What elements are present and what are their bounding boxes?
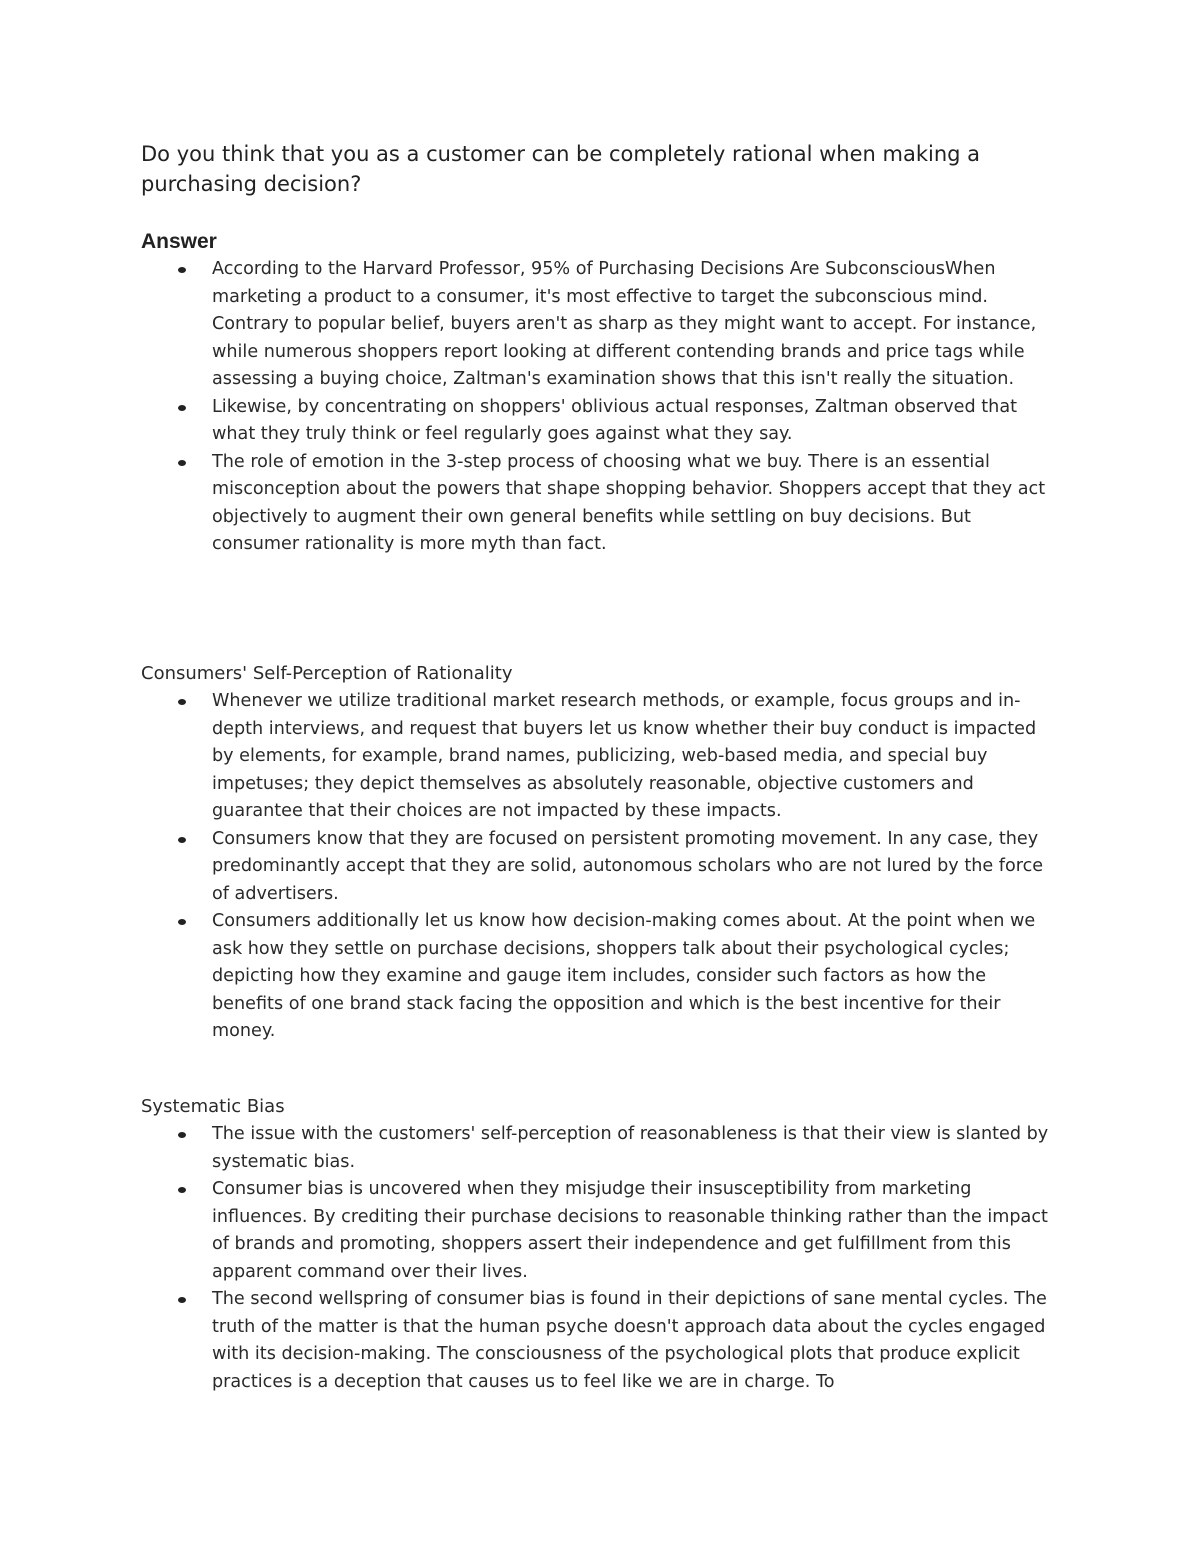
list-item: [141, 908, 1061, 1046]
bullet-icon: [178, 1187, 186, 1193]
bullet-icon: [178, 837, 186, 843]
bullet-icon: [178, 1297, 186, 1303]
list-item-text: Whenever we utilize traditional market research methods, or example, focus groups and in-depth interviews, and request that buyers let us know whether their buy conduct is impacted by elements, for example, brand names, publicizing, web-based media, and special buy impetuses; they depict themselves as absolutely reasonable, objective customers and guarantee that their choices are not impacted by these impacts.: [212, 691, 1037, 821]
list-item: [141, 1176, 1061, 1286]
answer-list: [141, 256, 1061, 559]
list-item-text: Consumers know that they are focused on persistent promoting movement. In any case, they predominantly accept that they are solid, autonomous scholars who are not lured by the force of advertisers.: [212, 828, 1044, 904]
bias-list: [141, 1121, 1061, 1396]
section-title-bias: Systematic Bias: [141, 1096, 285, 1117]
list-item: [141, 826, 1061, 909]
list-item: [141, 1286, 1061, 1396]
rationality-list: [141, 688, 1061, 1046]
bullet-icon: [178, 267, 186, 273]
list-item: [141, 256, 1061, 394]
bullet-icon: [178, 405, 186, 411]
list-item-text: The role of emotion in the 3-step process of choosing what we buy. There is an essential misconception about the powers that shape shopping behavior. Shoppers accept that they act objectively to augment their own general benefits while settling on buy decisions. But consumer rationality is more myth than fact.: [212, 451, 1046, 554]
bullet-icon: [178, 919, 186, 925]
bullet-icon: [178, 1132, 186, 1138]
answer-heading: Answer: [141, 230, 217, 253]
list-item-text: According to the Harvard Professor, 95% of Purchasing Decisions Are SubconsciousWhen marketing a product to a consumer, it's most effective to target the subconscious mind. Contrary to popular belief, buyers aren't as sharp as they might want to accept. For instance, while numerous shoppers report looking at different contending brands and price tags while assessing a buying choice, Zaltman's examination shows that this isn't really the situation.: [212, 259, 1037, 389]
question-heading: Do you think that you as a customer can be completely rational when making a purchasing decision?: [141, 142, 981, 196]
list-item-text: The second wellspring of consumer bias is found in their depictions of sane mental cycles. The truth of the matter is that the human psyche doesn't approach data about the cycles engaged with its decision-making. The consciousness of the psychological plots that produce explicit practices is a deception that causes us to feel like we are in charge. To: [212, 1289, 1047, 1392]
bullet-icon: [178, 699, 186, 705]
list-item: [141, 449, 1061, 559]
list-item-text: The issue with the customers' self-perception of reasonableness is that their view is slanted by systematic bias.: [212, 1124, 1049, 1172]
list-item-text: Likewise, by concentrating on shoppers' oblivious actual responses, Zaltman observed that what they truly think or feel regularly goes against what they say.: [212, 396, 1017, 444]
list-item-text: Consumer bias is uncovered when they misjudge their insusceptibility from marketing influences. By crediting their purchase decisions to reasonable thinking rather than the impact of brands and promoting, shoppers assert their independence and get fulfillment from this apparent command over their lives.: [212, 1179, 1048, 1282]
bullet-icon: [178, 460, 186, 466]
list-item: [141, 394, 1061, 449]
list-item: [141, 1121, 1061, 1176]
list-item-text: Consumers additionally let us know how decision-making comes about. At the point when we ask how they settle on purchase decisions, shoppers talk about their psychological cycles; depicting how they examine and gauge item includes, consider such factors as how the benefits of one brand stack facing the opposition and which is the best incentive for their money.: [212, 911, 1036, 1041]
list-item: [141, 688, 1061, 826]
section-title-rationality: Consumers' Self-Perception of Rationality: [141, 663, 513, 684]
